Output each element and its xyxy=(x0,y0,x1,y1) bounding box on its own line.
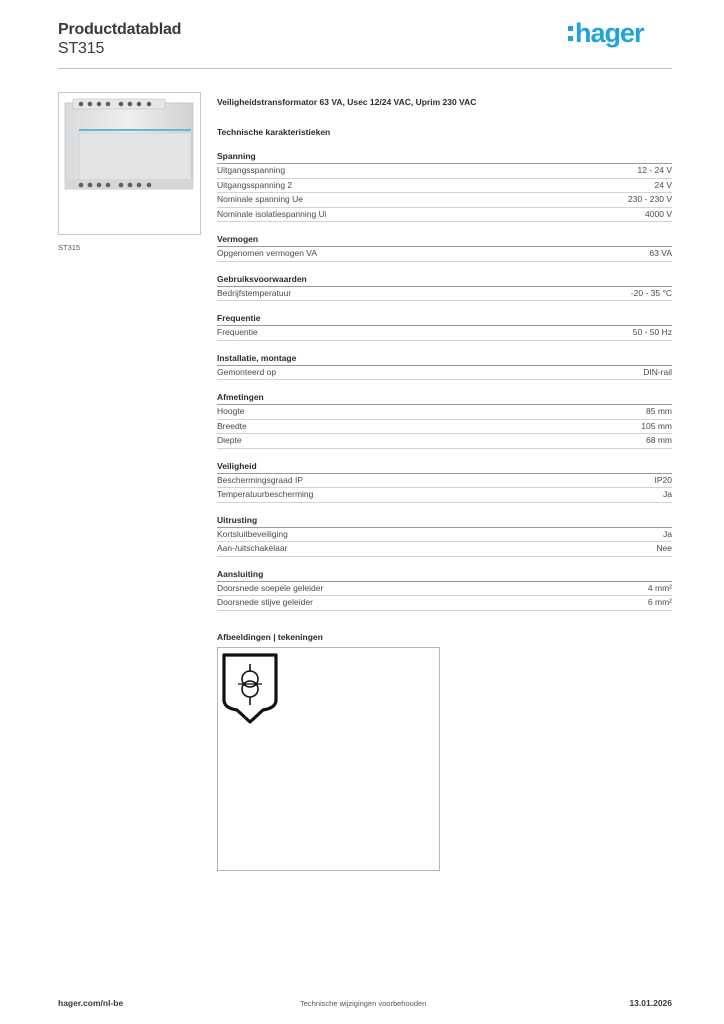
spec-value: 6 mm² xyxy=(647,597,672,607)
spec-row xyxy=(217,474,672,489)
spec-row xyxy=(217,208,672,223)
section-title: Afmetingen xyxy=(217,391,672,405)
spec-row xyxy=(217,596,672,611)
section-title: Veiligheid xyxy=(217,460,672,474)
spec-label: Doorsnede stijve geleider xyxy=(217,597,313,607)
section-spanning xyxy=(217,150,672,222)
section-title: Spanning xyxy=(217,150,672,164)
spec-row xyxy=(217,366,672,381)
spec-value: Nee xyxy=(656,543,672,553)
spec-label: Hoogte xyxy=(217,406,245,416)
spec-value: IP20 xyxy=(654,474,672,485)
product-photo xyxy=(58,92,201,235)
hager-logo xyxy=(566,16,666,50)
spec-row xyxy=(217,193,672,208)
spec-label: Uitgangsspanning xyxy=(217,165,286,175)
spec-value: Ja xyxy=(663,489,672,499)
spec-row xyxy=(217,326,672,341)
spec-content xyxy=(217,95,672,643)
spec-row xyxy=(217,287,672,302)
section-frequentie xyxy=(217,312,672,341)
spec-label: Breedte xyxy=(217,420,247,431)
spec-label: Aan-/uitschakelaar xyxy=(217,543,288,553)
footer-date: 13.01.2026 xyxy=(629,998,672,1008)
spec-value: 12 - 24 V xyxy=(637,165,672,175)
product-title: Veiligheidstransformator 63 VA, Usec 12/24 VAC, Uprim 230 VAC xyxy=(217,97,477,107)
section-title: Frequentie xyxy=(217,312,672,326)
spec-label: Temperatuurbescherming xyxy=(217,489,314,499)
spec-row xyxy=(217,542,672,557)
footer-website: hager.com/nl-be xyxy=(58,998,124,1008)
images-heading: Afbeeldingen | tekeningen xyxy=(217,631,323,642)
product-code: ST315 xyxy=(58,40,105,57)
spec-row xyxy=(217,405,672,420)
section-vermogen xyxy=(217,233,672,262)
spec-value: Ja xyxy=(663,528,672,539)
spec-row xyxy=(217,434,672,449)
spec-label: Uitgangsspanning 2 xyxy=(217,179,293,190)
spec-row xyxy=(217,528,672,543)
section-aansluiting xyxy=(217,568,672,611)
spec-row xyxy=(217,164,672,179)
page-title: Productdatablad xyxy=(58,21,182,38)
spec-row xyxy=(217,247,672,262)
section-title: Aansluiting xyxy=(217,568,672,582)
spec-value: 85 mm xyxy=(646,406,672,416)
spec-label: Frequentie xyxy=(217,327,258,337)
section-title: Gebruiksvoorwaarden xyxy=(217,273,672,287)
spec-value: 105 mm xyxy=(641,420,672,431)
spec-value: 68 mm xyxy=(646,435,672,445)
spec-value: 63 VA xyxy=(649,248,672,258)
spec-value: -20 - 35 °C xyxy=(630,287,672,298)
spec-row xyxy=(217,179,672,194)
spec-value: 230 - 230 V xyxy=(628,194,672,204)
logo-text: hager xyxy=(575,18,644,48)
footer-notice: Technische wijzigingen voorbehouden xyxy=(300,999,427,1008)
spec-value: 50 - 50 Hz xyxy=(632,327,672,337)
photo-caption: ST315 xyxy=(58,243,81,252)
section-veiligheid xyxy=(217,460,672,503)
spec-value: DIN-rail xyxy=(643,366,672,377)
section-title: Uitrusting xyxy=(217,514,672,528)
drawing-box xyxy=(217,647,440,871)
spec-label: Kortsluitbeveiliging xyxy=(217,528,288,539)
spec-label: Doorsnede soepele geleider xyxy=(217,582,324,593)
section-gebruiksvoorwaarden xyxy=(217,273,672,302)
tech-heading: Technische karakteristieken xyxy=(217,127,331,137)
safety-transformer-symbol-icon xyxy=(221,652,279,724)
spec-value: 24 V xyxy=(654,179,672,190)
spec-row xyxy=(217,420,672,435)
section-afmetingen xyxy=(217,391,672,449)
spec-row xyxy=(217,582,672,597)
section-title: Installatie, montage xyxy=(217,352,672,366)
spec-label: Nominale isolatiespanning Ui xyxy=(217,208,327,219)
header-divider xyxy=(58,68,672,69)
spec-label: Nominale spanning Ue xyxy=(217,194,303,204)
spec-label: Opgenomen vermogen VA xyxy=(217,248,318,258)
spec-label: Diepte xyxy=(217,435,242,445)
spec-label: Beschermingsgraad IP xyxy=(217,474,303,485)
spec-value: 4000 V xyxy=(645,208,672,219)
section-title: Vermogen xyxy=(217,233,672,247)
spec-row xyxy=(217,488,672,503)
section-uitrusting xyxy=(217,514,672,557)
spec-label: Gemonteerd op xyxy=(217,366,277,377)
spec-label: Bedrijfstemperatuur xyxy=(217,287,292,298)
section-installatie xyxy=(217,352,672,381)
spec-value: 4 mm² xyxy=(647,582,672,593)
